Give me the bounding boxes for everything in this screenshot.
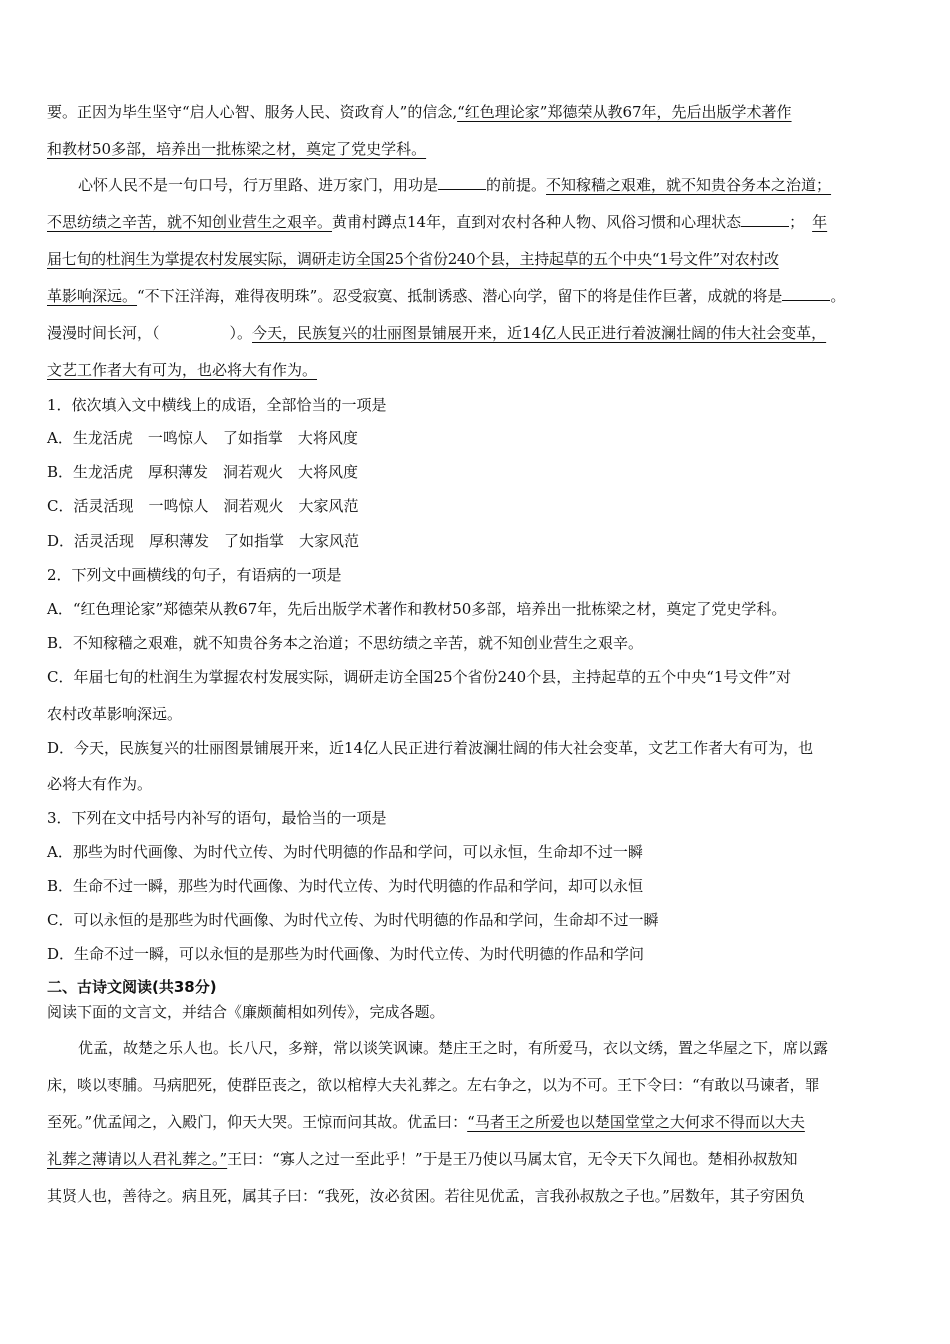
passage-line (47, 139, 426, 159)
classical-text-line: 至死。”优孟闻之，入殿门，仰天大哭。王惊而问其故。优孟曰：“马者王之所爱也以楚国堂堂之大何求不得而以大夫 (47, 1113, 805, 1131)
classical-text-line: 其贤人也，善待之。病且死，属其子曰：“我死，汝必贫困。若往见优孟，言我孙叔敖之子也。”居数年，其子穷困负 (47, 1187, 805, 1205)
question-3-option-a[interactable]: A．那些为时代画像、为时代立传、为时代明德的作品和学问，可以永恒，生命却不过一瞬 (47, 843, 643, 861)
underlined-sentence-d: 文艺工作者大有可为，也必将大有作为。 (47, 361, 318, 379)
classical-text-line: 优孟，故楚之乐人也。长八尺，多辩，常以谈笑讽谏。楚庄王之时，有所爱马，衣以文绣，置之华屋之下，席以露 (78, 1039, 829, 1057)
underlined-classical-sentence: “马者王之所爱也以楚国堂堂之大何求不得而以大夫 (467, 1113, 805, 1131)
underlined-sentence-c: 革影响深远。 (47, 287, 138, 305)
question-1-stem: 1．依次填入文中横线上的成语，全部恰当的一项是 (47, 396, 387, 414)
question-3-option-d[interactable]: D．生命不过一瞬，可以永恒的是那些为时代画像、为时代立传、为时代明德的作品和学问 (47, 945, 645, 963)
passage-line: 心怀人民不是一句口号，行万里路、进万家门，用功是 的前提。不知稼穑之艰难，就不知贵谷务本之治道； (78, 176, 832, 194)
question-2-option-c[interactable]: C．年届七旬的杜润生为掌握农村发展实际，调研走访全国25个省份240个县，主持起草的五个中央“1号文件”对 (47, 668, 792, 686)
question-2-stem: 2．下列文中画横线的句子，有语病的一项是 (47, 566, 342, 584)
question-1-option-c[interactable]: C．活灵活现 一鸣惊人 洞若观火 大家风范 (47, 497, 359, 515)
passage-line: 革影响深远。“不下汪洋海，难得夜明珠”。忍受寂寞、抵制诱惑、潜心向学，留下的将是佳作巨著，成就的将是 。 (47, 287, 846, 305)
section-heading: 二、古诗文阅读(共38分) (47, 978, 217, 996)
underlined-sentence-c: 届七旬的杜润生为掌提农村发展实际，调研走访全国25个省份240个县，主持起草的五个中央“1号文件”对农村改 (47, 250, 779, 268)
question-3-option-c[interactable]: C．可以永恒的是那些为时代画像、为时代立传、为时代明德的作品和学问，生命却不过一瞬 (47, 911, 659, 929)
passage-line: 要。正因为毕生坚守“启人心智、服务人民、资政育人”的信念,“红色理论家”郑德荣从教67年，先后出版学术著作 (47, 103, 792, 121)
passage-line: 漫漫时间长河，（ ）。今天，民族复兴的壮丽图景铺展开来，近14亿人民正进行着波澜壮阔的伟大社会变革， (47, 324, 827, 342)
fill-blank-2 (741, 212, 789, 227)
classical-text-line: 礼葬之薄请以人君礼葬之。”王曰：“寡人之过一至此乎！”于是王乃使以马属太官，无令天下久闻也。楚相孙叔敖知 (47, 1150, 798, 1168)
underlined-sentence-d: 今天，民族复兴的壮丽图景铺展开来，近14亿人民正进行着波澜壮阔的伟大社会变革， (252, 324, 827, 342)
question-2-option-d[interactable]: D．今天，民族复兴的壮丽图景铺展开来，近14亿人民正进行着波澜壮阔的伟大社会变革，文艺工作者大有可为，也 (47, 739, 814, 757)
section-intro: 阅读下面的文言文，并结合《廉颇蔺相如列传》，完成各题。 (47, 1003, 445, 1021)
question-2-option-c-cont: 农村改革影响深远。 (47, 705, 183, 723)
question-2-option-d-cont: 必将大有作为。 (47, 775, 153, 793)
fill-blank-4 (782, 286, 830, 301)
question-3-option-b[interactable]: B．生命不过一瞬，那些为时代画像、为时代立传、为时代明德的作品和学问，却可以永恒 (47, 877, 644, 895)
passage-line (47, 360, 317, 380)
question-3-stem: 3．下列在文中括号内补写的语句，最恰当的一项是 (47, 809, 387, 827)
question-1-option-a[interactable]: A．生龙活虎 一鸣惊人 了如指掌 大将风度 (47, 429, 358, 447)
underlined-sentence-a: 和教材50多部，培养出一批栋梁之材，奠定了党史学科。 (47, 140, 427, 158)
question-2-option-a[interactable]: A．“红色理论家”郑德荣从教67年，先后出版学术著作和教材50多部，培养出一批栋梁之材，奠定了党史学科。 (47, 600, 787, 618)
question-1-option-d[interactable]: D．活灵活现 厚积薄发 了如指掌 大家风范 (47, 532, 360, 550)
passage-line: 不思纺绩之辛苦，就不知创业营生之艰辛。黄甫村蹲点14年，直到对农村各种人物、风俗习惯和心理状态 ； 年 (47, 213, 828, 231)
fill-blank-1 (438, 175, 486, 190)
underlined-classical-sentence: 礼葬之薄请以人君礼葬之。” (47, 1150, 228, 1168)
underlined-sentence-a: “红色理论家”郑德荣从教67年，先后出版学术著作 (457, 103, 792, 121)
classical-text-line: 床，啖以枣脯。马病肥死，使群臣丧之，欲以棺椁大夫礼葬之。左右争之，以为不可。王下令曰：“有敢以马谏者，罪 (47, 1076, 820, 1094)
underlined-sentence-b: 不知稼穑之艰难，就不知贵谷务本之治道； (546, 176, 832, 194)
passage-line (47, 249, 779, 269)
question-1-option-b[interactable]: B．生龙活虎 厚积薄发 洞若观火 大将风度 (47, 463, 359, 481)
question-2-option-b[interactable]: B．不知稼穑之艰难，就不知贵谷务本之治道；不思纺绩之辛苦，就不知创业营生之艰辛。 (47, 634, 644, 652)
underlined-sentence-b: 不思纺绩之辛苦，就不知创业营生之艰辛。 (47, 213, 333, 231)
